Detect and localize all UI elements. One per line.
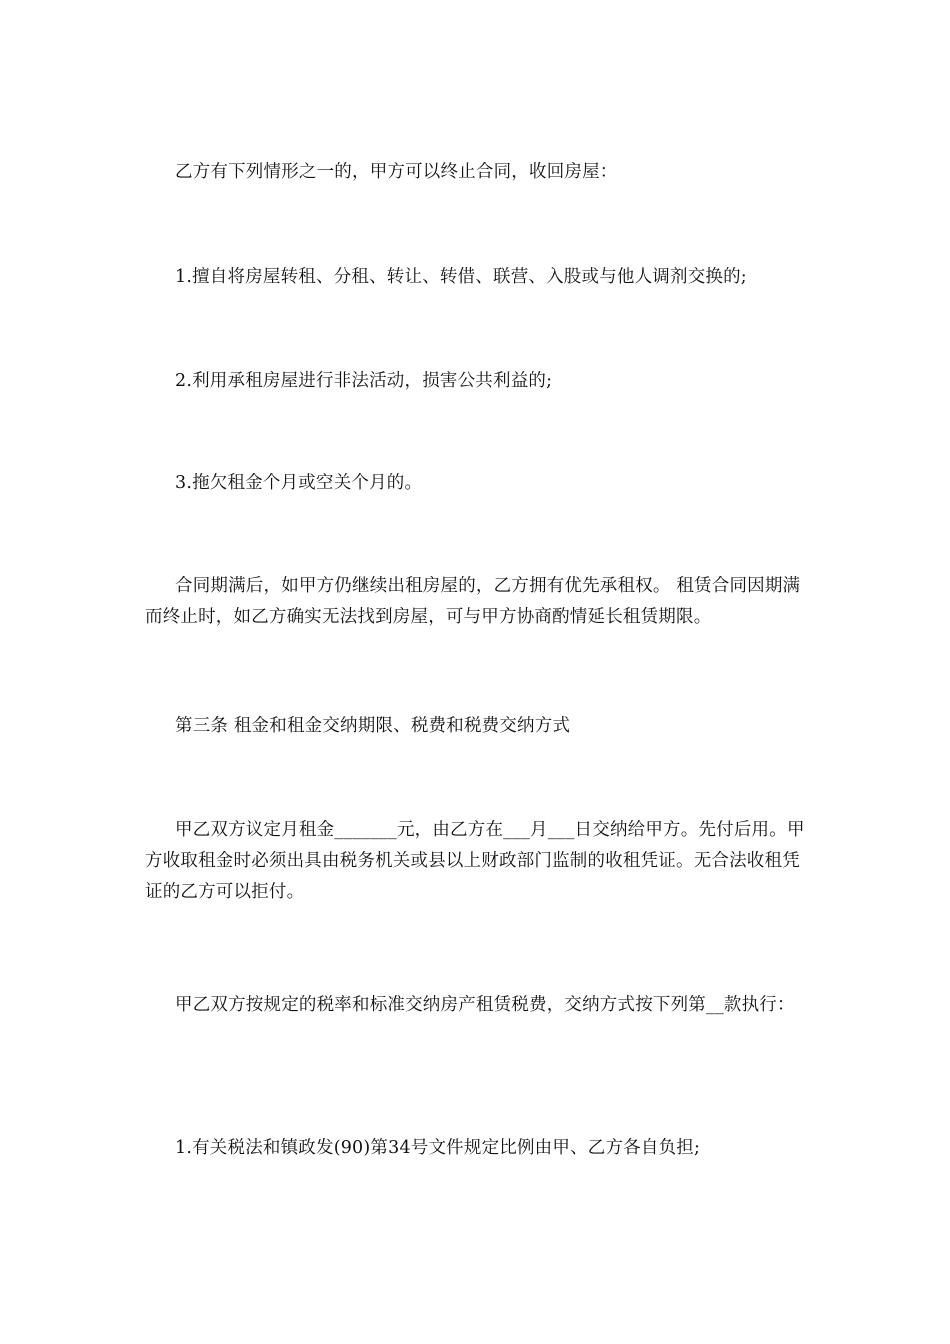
- paragraph-termination-intro: 乙方有下列情形之一的，甲方可以终止合同，收回房屋：: [175, 162, 618, 182]
- paragraph-item-1-sublease: 1.擅自将房屋转租、分租、转让、转借、联营、入股或与他人调剂交换的;: [175, 267, 747, 287]
- paragraph-item-2-illegal-use: 2.利用承租房屋进行非法活动，损害公共利益的;: [175, 371, 553, 391]
- paragraph-rent-payment: 甲乙双方议定月租金_______元，由乙方在___月___日交纳给甲方。先付后用。甲方收取租金时必须出具由税务机关或县以上财政部门监制的收租凭证。无合法收租凭证的乙方可以拒付。: [145, 820, 805, 902]
- section-heading-article-3: 第三条 租金和租金交纳期限、税费和税费交纳方式: [175, 716, 571, 736]
- paragraph-tax-payment: 甲乙双方按规定的税率和标准交纳房产租赁税费，交纳方式按下列第__款执行：: [175, 995, 795, 1015]
- paragraph-tax-item-1: 1.有关税法和镇政发(90)第34号文件规定比例由甲、乙方各自负担;: [175, 1138, 701, 1158]
- paragraph-item-3-arrears: 3.拖欠租金个月或空关个月的。: [175, 473, 423, 493]
- paragraph-renewal-priority: 合同期满后，如甲方仍继续出租房屋的，乙方拥有优先承租权。 租赁合同因期满而终止时，如乙方确实无法找到房屋，可与甲方协商酌情延长租赁期限。: [145, 576, 801, 627]
